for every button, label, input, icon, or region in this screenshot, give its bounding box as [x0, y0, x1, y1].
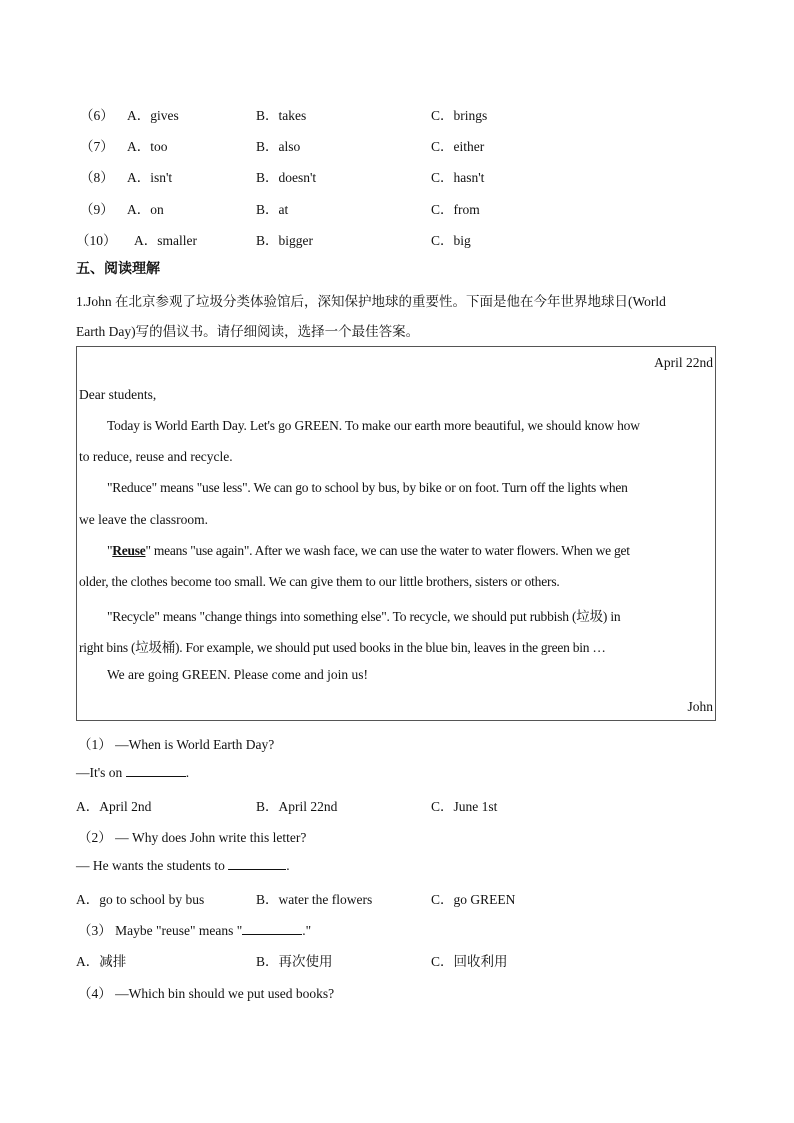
question-number: （10） [76, 233, 117, 248]
option-c: C．from [431, 202, 480, 217]
letter-box [76, 346, 716, 721]
q2-option-a: A．go to school by bus [76, 892, 205, 907]
letter-paragraph-5: We are going GREEN. Please come and join us! [107, 667, 368, 682]
question-2-answer-line [76, 857, 290, 874]
question-number: （6） [80, 108, 114, 123]
option-a: A．smaller [134, 233, 197, 248]
q2-option-b: B．water the flowers [256, 892, 373, 907]
option-c: C．big [431, 233, 471, 248]
letter-paragraph-2-line-2: we leave the classroom. [79, 512, 208, 527]
intro-text-line-1: 1.John 在北京参观了垃圾分类体验馆后，深知保护地球的重要性。下面是他在今年世界地球日(World [76, 294, 666, 309]
letter-greeting: Dear students, [79, 387, 157, 402]
letter-paragraph-3-line-1 [107, 543, 630, 559]
option-a: A．gives [127, 108, 179, 123]
q3-option-c: C．回收利用 [431, 954, 508, 969]
option-b: B．bigger [256, 233, 313, 248]
q1-option-a: A．April 2nd [76, 799, 152, 814]
answer-blank[interactable] [242, 922, 302, 935]
answer-prefix: — He wants the students to [76, 858, 229, 873]
answer-prefix: —It's on [76, 765, 126, 780]
option-b: B．also [256, 139, 301, 154]
option-a: A．on [127, 202, 164, 217]
reuse-word: Reuse [112, 543, 146, 558]
letter-signature: John [687, 699, 713, 714]
section-title: 五、阅读理解 [76, 261, 160, 277]
letter-paragraph-4-line-1: "Recycle" means "change things into something else". To recycle, we should put rubbish (垃圾) in [107, 609, 621, 624]
q3-option-b: B．再次使用 [256, 954, 333, 969]
option-c: C．hasn't [431, 170, 485, 185]
letter-date: April 22nd [654, 355, 713, 370]
option-c: C．brings [431, 108, 488, 123]
answer-blank[interactable] [126, 764, 186, 777]
option-a: A．isn't [127, 170, 173, 185]
question-1: （1） —When is World Earth Day? [78, 737, 275, 752]
q1-option-b: B．April 22nd [256, 799, 338, 814]
question-3 [78, 919, 311, 939]
question-4: （4） —Which bin should we put used books? [78, 986, 335, 1001]
quote-mark: " [107, 543, 113, 558]
question-2: （2） — Why does John write this letter? [78, 830, 307, 845]
question-3-suffix: ." [302, 923, 312, 938]
q2-option-c: C．go GREEN [431, 892, 516, 907]
letter-paragraph-3-text: " means "use again". After we wash face, we can use the water to water flowers. When we get [145, 543, 630, 558]
letter-paragraph-1-line-1: Today is World Earth Day. Let's go GREEN. To make our earth more beautiful, we should know how [107, 418, 640, 433]
question-number: （8） [80, 170, 114, 185]
option-b: B．doesn't [256, 170, 317, 185]
letter-paragraph-4-line-2: right bins (垃圾桶). For example, we should put used books in the blue bin, leaves in the green bin … [79, 640, 606, 655]
answer-blank[interactable] [228, 857, 286, 870]
question-3-text: （3） Maybe "reuse" means " [78, 923, 243, 938]
answer-suffix: . [286, 858, 290, 873]
option-a: A．too [127, 139, 168, 154]
letter-paragraph-1-line-2: to reduce, reuse and recycle. [79, 449, 233, 464]
answer-suffix: . [185, 765, 190, 780]
question-number: （9） [80, 202, 114, 217]
option-b: B．takes [256, 108, 307, 123]
option-c: C．either [431, 139, 485, 154]
q1-option-c: C．June 1st [431, 799, 498, 814]
letter-paragraph-3-line-2: older, the clothes become too small. We can give them to our little brothers, sisters or others. [79, 574, 560, 589]
question-number: （7） [80, 139, 114, 154]
intro-text-line-2: Earth Day)写的倡议书。请仔细阅读，选择一个最佳答案。 [76, 324, 420, 339]
letter-paragraph-2-line-1: "Reduce" means "use less". We can go to school by bus, by bike or on foot. Turn off the lights when [107, 480, 628, 495]
q3-option-a: A．减排 [76, 954, 127, 969]
question-1-answer-line [76, 764, 189, 781]
option-b: B．at [256, 202, 289, 217]
